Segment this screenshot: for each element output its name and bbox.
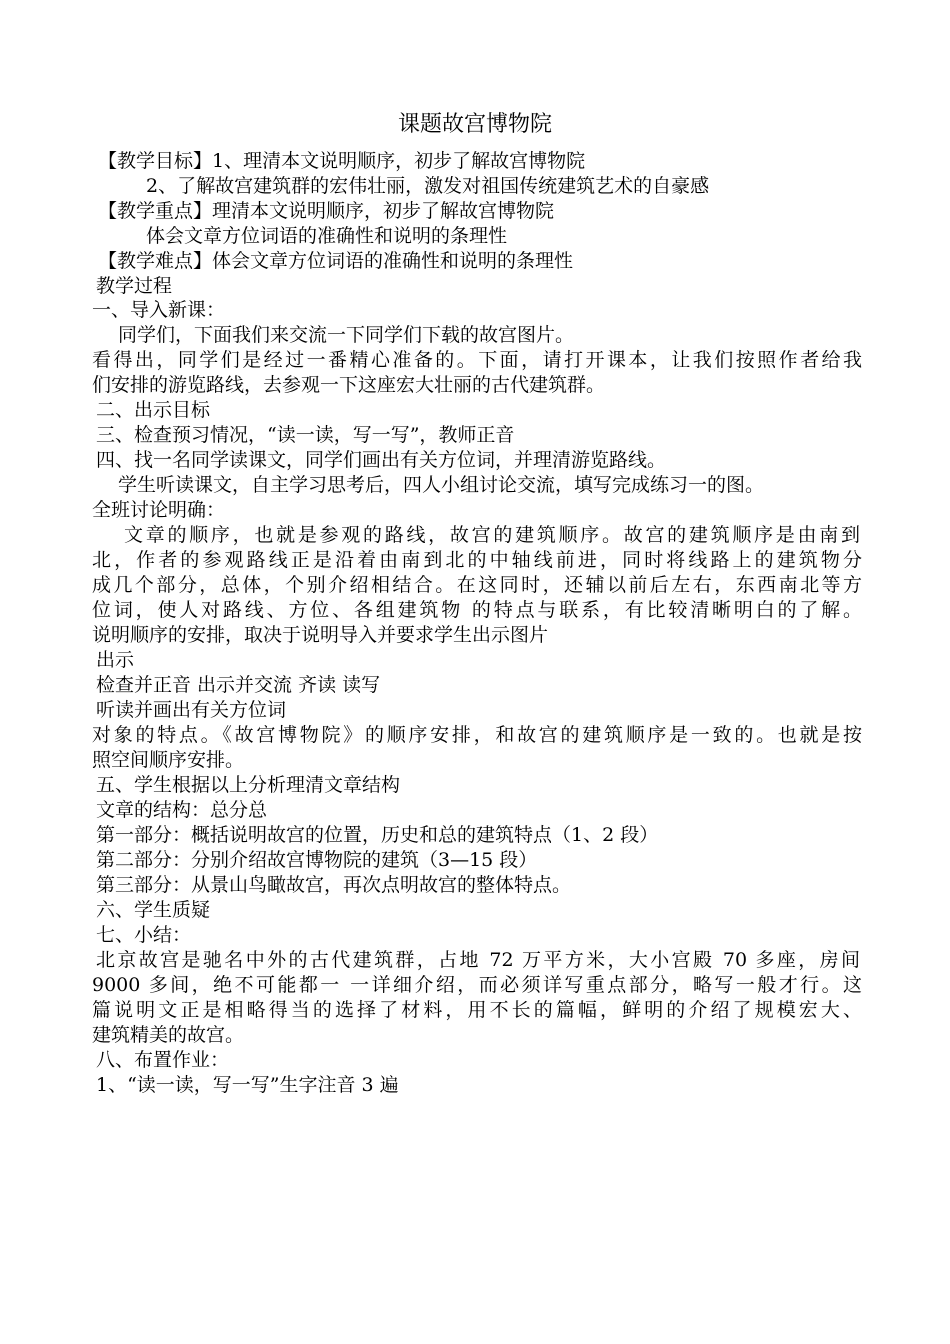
text-line: 检查并正音 出示并交流 齐读 读写 [96, 674, 381, 696]
text-line-section-4: 四、找一名同学读课文，同学们画出有关方位词，并理清游览路线。 [96, 449, 667, 471]
text-line-section-5: 五、学生根据以上分析理清文章结构 [96, 774, 401, 796]
text-line: 出示 [96, 649, 135, 671]
text-line: 文章的顺序，也就是参观的路线，故宫的建筑顺序。故宫的建筑顺序是由南到 [124, 524, 860, 546]
text-line: 9000 多间，绝不可能都一 一详细介绍，而必须详写重点部分，略写一般才行。这 [92, 974, 862, 996]
text-line: 第三部分：从景山鸟瞰故宫，再次点明故宫的整体特点。 [96, 874, 572, 896]
text-line-section-2: 二、出示目标 [96, 399, 211, 421]
text-line-key-points-1: 【教学重点】理清本文说明顺序，初步了解故宫博物院 [98, 200, 555, 222]
text-line-section-6: 六、学生质疑 [96, 899, 211, 921]
text-line: 文章的结构：总分总 [96, 799, 268, 821]
text-line-difficulties: 【教学难点】体会文章方位词语的准确性和说明的条理性 [98, 250, 574, 272]
text-line-section-7: 七、小结： [96, 924, 192, 946]
document-title: 课题故宫博物院 [397, 112, 552, 137]
text-line: 照空间顺序安排。 [92, 749, 245, 771]
text-line-section-3: 三、检查预习情况，“读一读，写一写”，教师正音 [96, 424, 515, 446]
text-line-process-heading: 教学过程 [96, 275, 173, 297]
text-line: 第二部分：分别介绍故宫博物院的建筑（3—15 段） [96, 849, 538, 871]
text-line: 建筑精美的故宫。 [92, 1024, 245, 1046]
text-line: 对象的特点。《故宫博物院》的顺序安排，和故宫的建筑顺序是一致的。也就是按 [92, 724, 862, 746]
text-line: 听读并画出有关方位词 [96, 699, 287, 721]
text-line: 位词，使人对路线、方位、各组建筑物 的特点与联系，有比较清晰明白的了解。 [92, 599, 862, 621]
text-line: 们安排的游览路线，去参观一下这座宏大壮丽的古代建筑群。 [92, 374, 606, 396]
text-line: 1、“读一读，写一写”生字注音 3 遍 [96, 1074, 399, 1096]
text-line-objectives-2: 2、了解故宫建筑群的宏伟壮丽，激发对祖国传统建筑艺术的自豪感 [146, 175, 710, 197]
text-line: 第一部分：概括说明故宫的位置，历史和总的建筑特点（1、2 段） [96, 824, 659, 846]
text-line: 北，作者的参观路线正是沿着由南到北的中轴线前进，同时将线路上的建筑物分 [92, 549, 862, 571]
text-line: 学生听读课文，自主学习思考后，四人小组讨论交流，填写完成练习一的图。 [118, 474, 765, 496]
text-line: 同学们，下面我们来交流一下同学们下载的故宫图片。 [118, 324, 575, 346]
text-line-key-points-2: 体会文章方位词语的准确性和说明的条理性 [146, 225, 508, 247]
text-line: 说明顺序的安排，取决于说明导入并要求学生出示图片 [92, 624, 549, 646]
text-line-section-1: 一、导入新课： [92, 299, 226, 321]
text-line-objectives-1: 【教学目标】1、理清本文说明顺序，初步了解故宫博物院 [98, 150, 586, 172]
text-line: 篇说明文正是相略得当的选择了材料，用不长的篇幅，鲜明的介绍了规模宏大、 [92, 999, 862, 1021]
text-line: 看得出，同学们是经过一番精心准备的。下面，请打开课本，让我们按照作者给我 [92, 349, 862, 371]
text-line: 全班讨论明确： [92, 499, 226, 521]
text-line: 成几个部分，总体，个别介绍相结合。在这同时，还辅以前后左右，东西南北等方 [92, 574, 862, 596]
text-line: 北京故宫是驰名中外的古代建筑群，占地 72 万平方米，大小宫殿 70 多座，房间 [96, 949, 860, 971]
text-line-section-8: 八、布置作业： [96, 1049, 230, 1071]
